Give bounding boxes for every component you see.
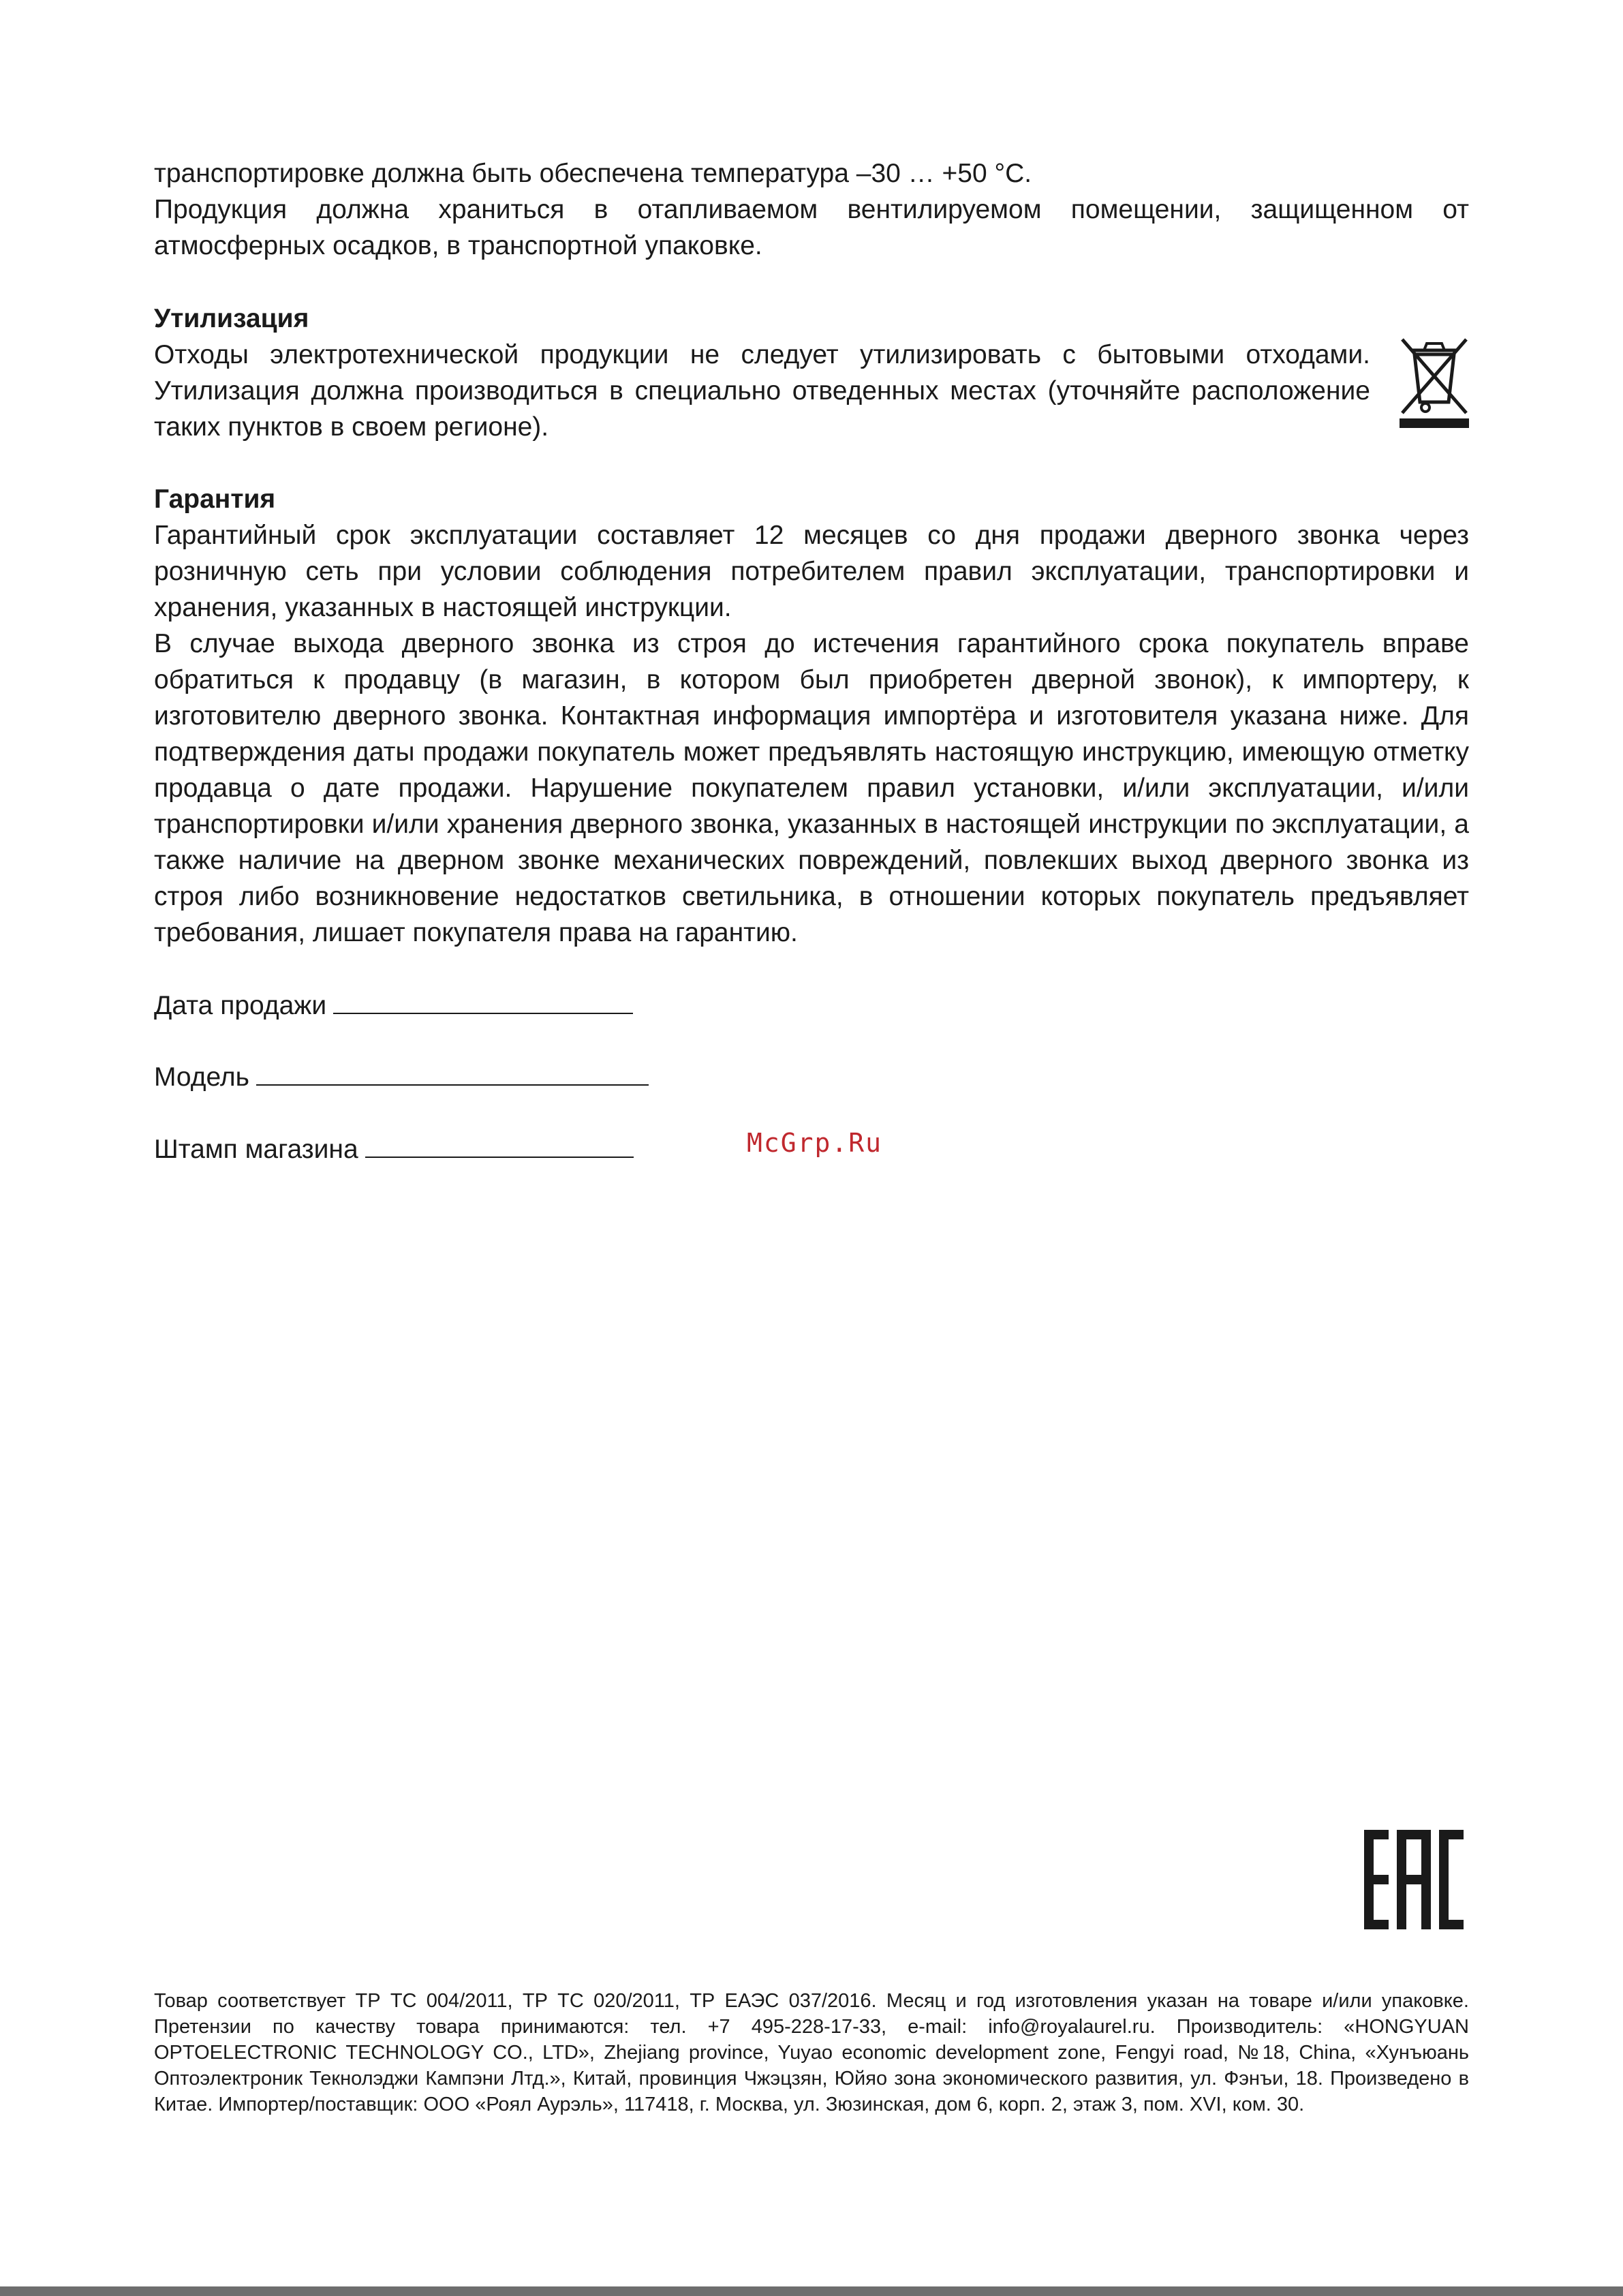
- warranty-heading: Гарантия: [154, 485, 276, 514]
- crossed-out-wheelie-bin-icon: [1397, 334, 1472, 429]
- storage-section: [154, 155, 1469, 264]
- store-stamp-blank[interactable]: [365, 1131, 634, 1158]
- warranty-term-paragraph: Гарантийный срок эксплуатации составляет 12 месяцев со дня продажи дверного звонка через розничную сеть при условии соблюдения потребителем правил эксплуатации, транспортировки и хранения, указанных в настоящей инструкции.: [154, 521, 1469, 622]
- disposal-paragraph: Отходы электротехнической продукции не следует утилизировать с бытовыми отходами. Утилизация должна производиться в специально отведенных местах (уточняйте расположение таких пунктов в своем регионе).: [154, 340, 1370, 442]
- disposal-section: [154, 301, 1469, 445]
- storage-conditions-paragraph: Продукция должна храниться в отапливаемом вентилируемом помещении, защищенном от атмосферных осадков, в транспортной упаковке.: [154, 195, 1469, 260]
- eac-conformity-mark-icon: [1363, 1830, 1465, 1929]
- footer-text: Товар соответствует ТР ТС 004/2011, ТР ТС 020/2011, ТР ЕАЭС 037/2016. Месяц и год изготовления указан на товаре и/или упаковке. Претензии по качеству товара принимаются: тел. +7 495-228-17-33, e-mail: info@royalaurel.ru. Производитель: «HONGYUAN OPTOELECTRONIC TECHNOLOGY CO., LTD», Zhejiang province, Yuyao economic development zone, Fengyi road, №18, China, «Хунъюань Оптоэлектроник Текнолэджи Кампэни Лтд.», Китай, провинция Чжэцзян, Юйяо зона экономического развития, ул. Фэнъи, 18. Произведено в Китае. Импортер/поставщик: ООО «Роял Аурэль», 117418, г. Москва, ул. Зюзинская, дом 6, корп. 2, этаж 3, пом. XVI, ком. 30.: [154, 1990, 1469, 2115]
- sale-date-blank[interactable]: [333, 987, 633, 1014]
- model-blank[interactable]: [256, 1058, 649, 1086]
- warranty-section: [154, 481, 1469, 951]
- disposal-heading: Утилизация: [154, 304, 309, 333]
- footer-legal-info: [154, 1988, 1469, 2117]
- warranty-conditions-paragraph: В случае выхода дверного звонка из строя до истечения гарантийного срока покупатель вправе обратиться к продавцу (в магазин, в котором был приобретен дверной звонок), к импортеру, к изготовителю дверного звонка. Контактная информация импортёра и изготовителя указана ниже. Для подтверждения даты продажи покупатель может предъявлять настоящую инструкцию, имеющую отметку продавца о дате продажи. Нарушение покупателем правил установки, и/или эксплуатации, и/или транспортировки и/или хранения дверного звонка, указанных в настоящей инструкции по эксплуатации, а также наличие на дверном звонке механических повреждений, повлекших выход дверного звонка из строя либо возникновение недостатков светильника, в отношении которых покупатель предъявляет требования, лишает покупателя права на гарантию.: [154, 629, 1469, 947]
- model-label: Модель: [154, 1062, 249, 1092]
- store-stamp-label: Штамп магазина: [154, 1135, 358, 1164]
- sale-date-field[interactable]: [154, 987, 633, 1024]
- sale-date-label: Дата продажи: [154, 991, 327, 1020]
- model-field[interactable]: [154, 1058, 649, 1095]
- bottom-border: [0, 2286, 1623, 2296]
- storage-temperature-line: транспортировке должна быть обеспечена температура –30 … +50 °С.: [154, 159, 1032, 188]
- store-stamp-field[interactable]: [154, 1131, 634, 1167]
- watermark: McGrp.Ru: [747, 1128, 883, 1158]
